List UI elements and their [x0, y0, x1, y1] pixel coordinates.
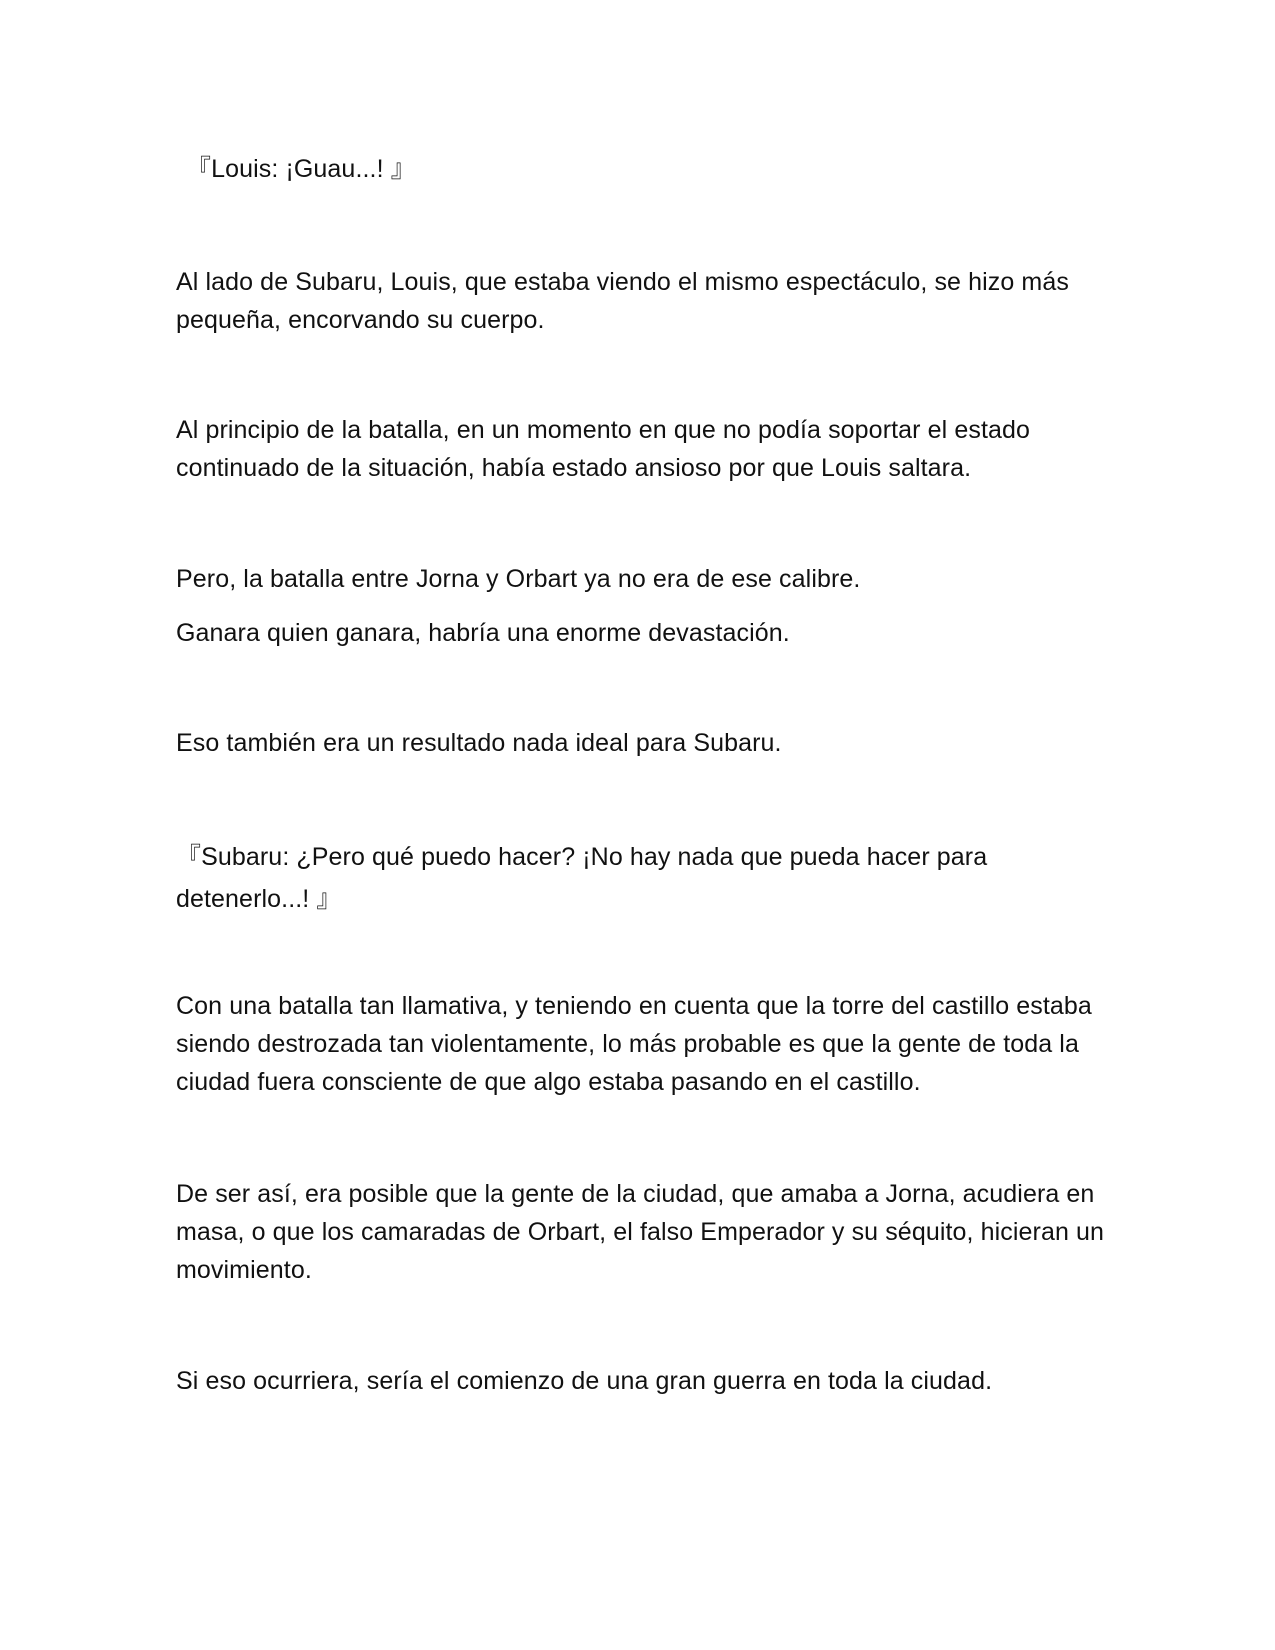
dialogue-subaru: 『Subaru: ¿Pero qué puedo hacer? ¡No hay nada que pueda hacer para detenerlo...! 』 — [176, 843, 988, 913]
paragraph: Pero, la batalla entre Jorna y Orbart ya no era de ese calibre. — [176, 565, 861, 593]
paragraph: Con una batalla tan llamativa, y teniendo en cuenta que la torre del castillo estaba siendo destrozada tan violentamente, lo más probable es que la gente de toda la ciudad fuera consciente de que algo estaba pasando en el castillo. — [176, 992, 1092, 1096]
paragraph: Eso también era un resultado nada ideal para Subaru. — [176, 729, 782, 757]
paragraph: Al principio de la batalla, en un momento en que no podía soportar el estado continuado de la situación, había estado ansioso por que Louis saltara. — [176, 416, 1030, 482]
dialogue-louis: 『Louis: ¡Guau...! 』 — [186, 155, 416, 183]
paragraph: Si eso ocurriera, sería el comienzo de una gran guerra en toda la ciudad. — [176, 1367, 993, 1395]
paragraph: De ser así, era posible que la gente de la ciudad, que amaba a Jorna, acudiera en masa, o que los camaradas de Orbart, el falso Emperador y su séquito, hicieran un movimiento. — [176, 1180, 1105, 1284]
paragraph: Al lado de Subaru, Louis, que estaba viendo el mismo espectáculo, se hizo más pequeña, encorvando su cuerpo. — [176, 268, 1069, 334]
paragraph: Ganara quien ganara, habría una enorme devastación. — [176, 619, 790, 647]
